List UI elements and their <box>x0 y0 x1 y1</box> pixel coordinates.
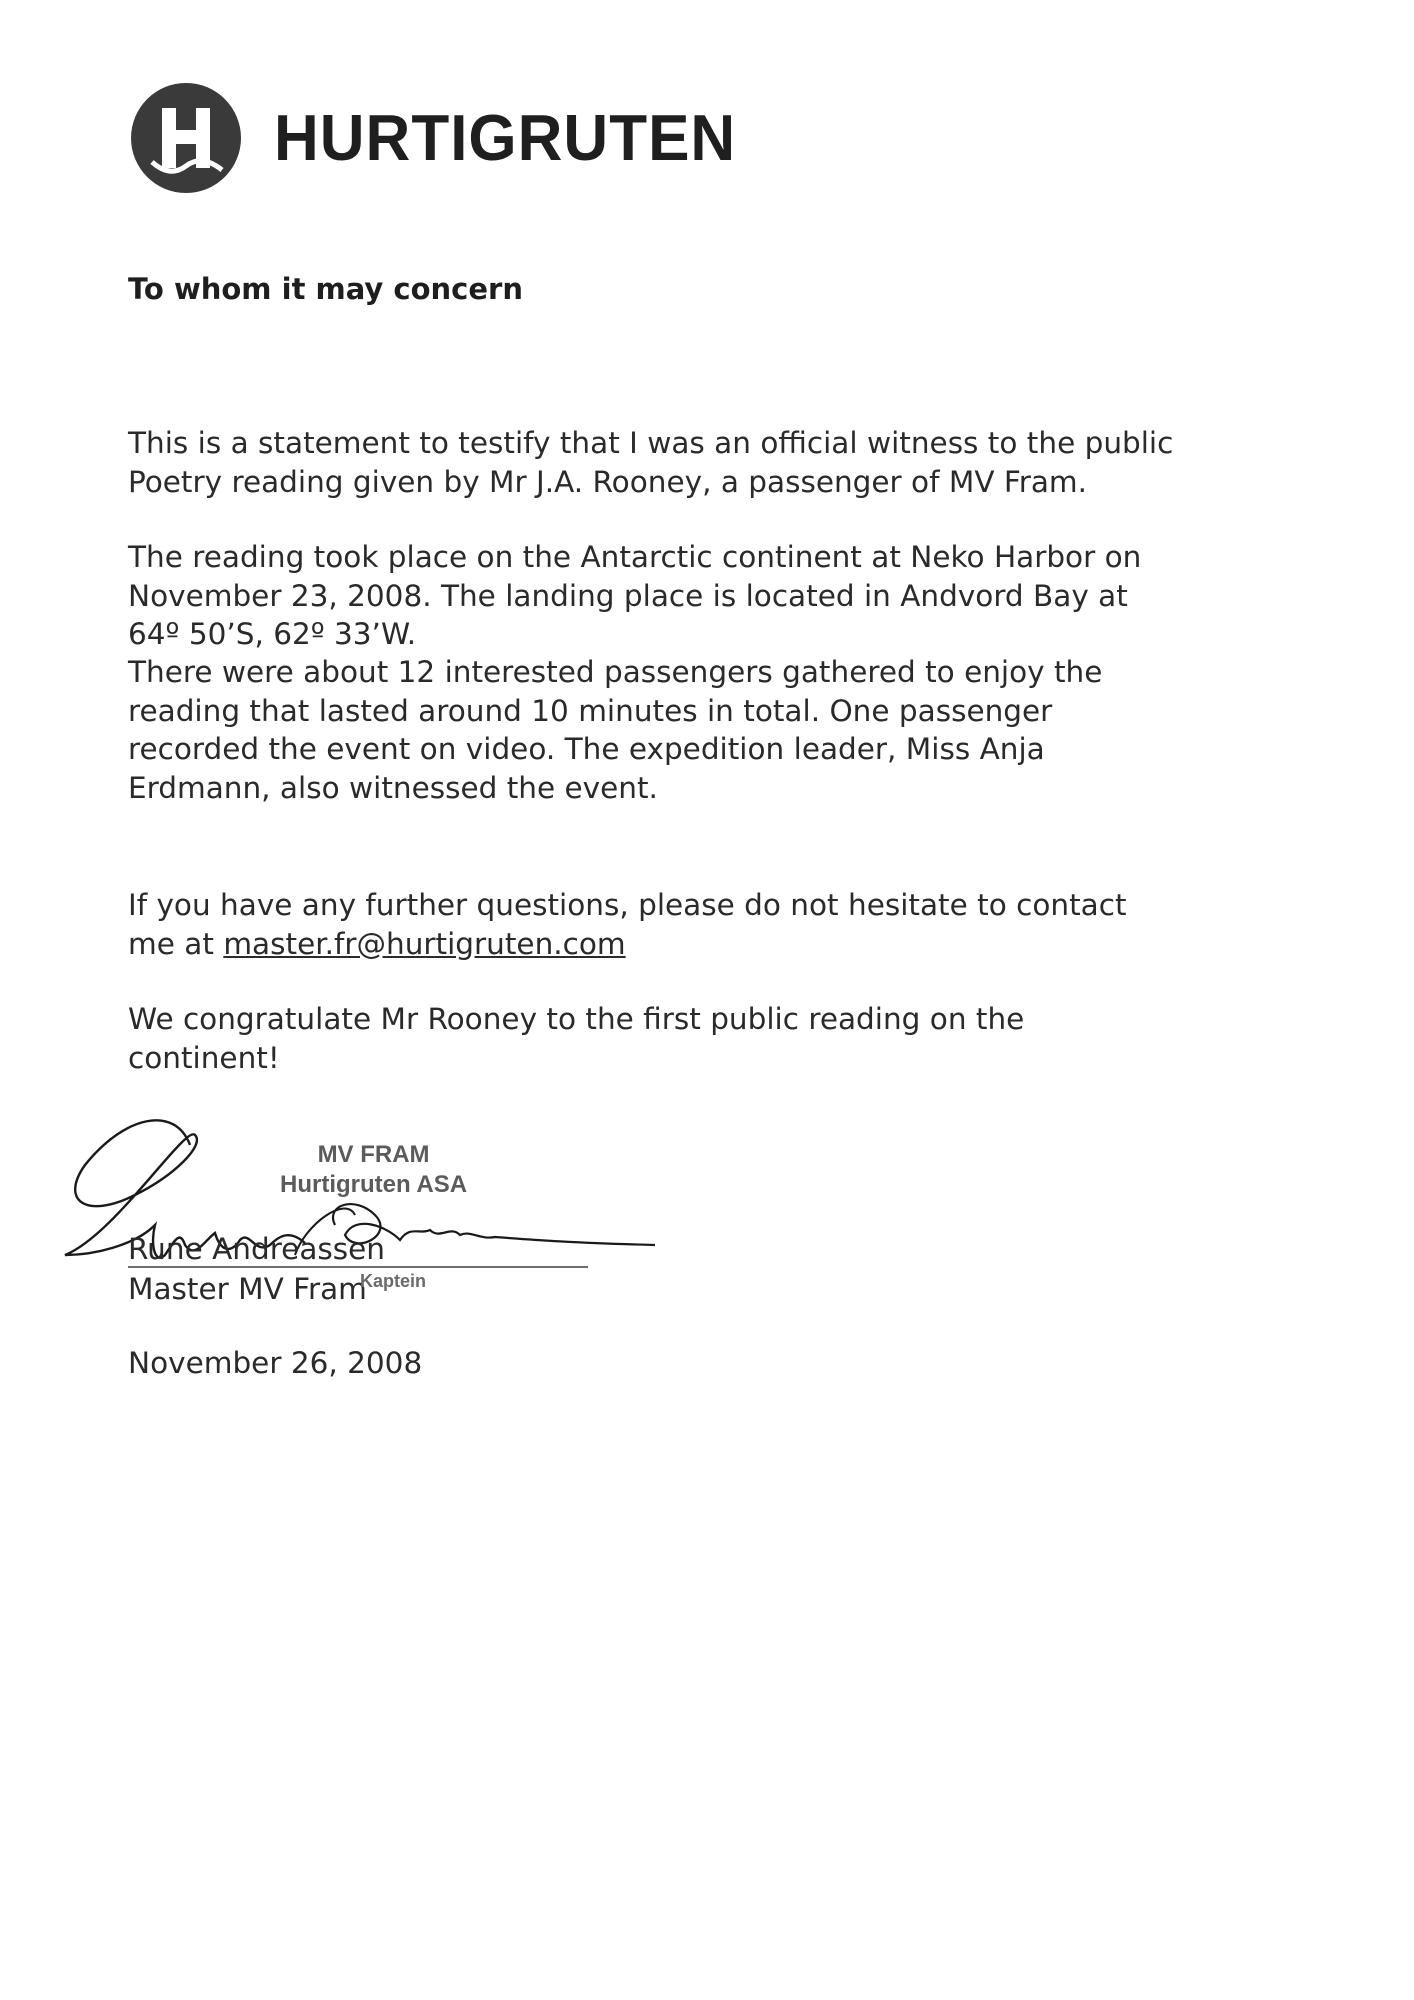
text-line: There were about 12 interested passengers gathered to enjoy the <box>128 655 1103 689</box>
text-line: We congratulate Mr Rooney to the first public reading on the <box>128 1002 1025 1036</box>
salutation: To whom it may concern <box>128 272 523 306</box>
text-line: continent! <box>128 1040 280 1075</box>
text-line: reading that lasted around 10 minutes in total. One passenger <box>128 693 1053 728</box>
text-line: Erdmann, also witnessed the event. <box>128 770 658 805</box>
paragraph-attendance <box>128 653 1328 807</box>
stamp-line: Hurtigruten ASA <box>280 1171 468 1198</box>
text-line: If you have any further questions, please do not hesitate to contact <box>128 888 1127 922</box>
text-line: recorded the event on video. The expedition leader, Miss Anja <box>128 732 1045 766</box>
company-name: HURTIGRUTEN <box>274 101 737 175</box>
text-line: 64º 50’S, 62º 33’W. <box>128 617 417 651</box>
signature-line <box>128 1266 588 1268</box>
company-logo <box>130 82 736 194</box>
text-line: November 23, 2008. The landing place is located in Andvord Bay at <box>128 578 1128 613</box>
text-line: Poetry reading given by Mr J.A. Rooney, a passenger of MV Fram. <box>128 464 1088 499</box>
stamp-line: MV FRAM <box>317 1141 430 1168</box>
contact-email-link[interactable]: master.fr@hurtigruten.com <box>223 926 626 961</box>
paragraph-statement <box>128 424 1328 501</box>
paragraph-location <box>128 538 1328 654</box>
paragraph-contact <box>128 886 1328 963</box>
text-line: me at <box>128 926 214 961</box>
text-line: The reading took place on the Antarctic continent at Neko Harbor on <box>128 540 1142 574</box>
signer-name: Rune Andreassen <box>128 1232 385 1266</box>
text-line: This is a statement to testify that I was an official witness to the public <box>128 426 1174 460</box>
signer-title: Master MV Fram <box>128 1272 367 1306</box>
stamp-line: Kaptein <box>360 1271 427 1291</box>
letter-date: November 26, 2008 <box>128 1346 423 1380</box>
hurtigruten-logo-icon <box>130 82 242 194</box>
paragraph-congratulation <box>128 1000 1328 1077</box>
